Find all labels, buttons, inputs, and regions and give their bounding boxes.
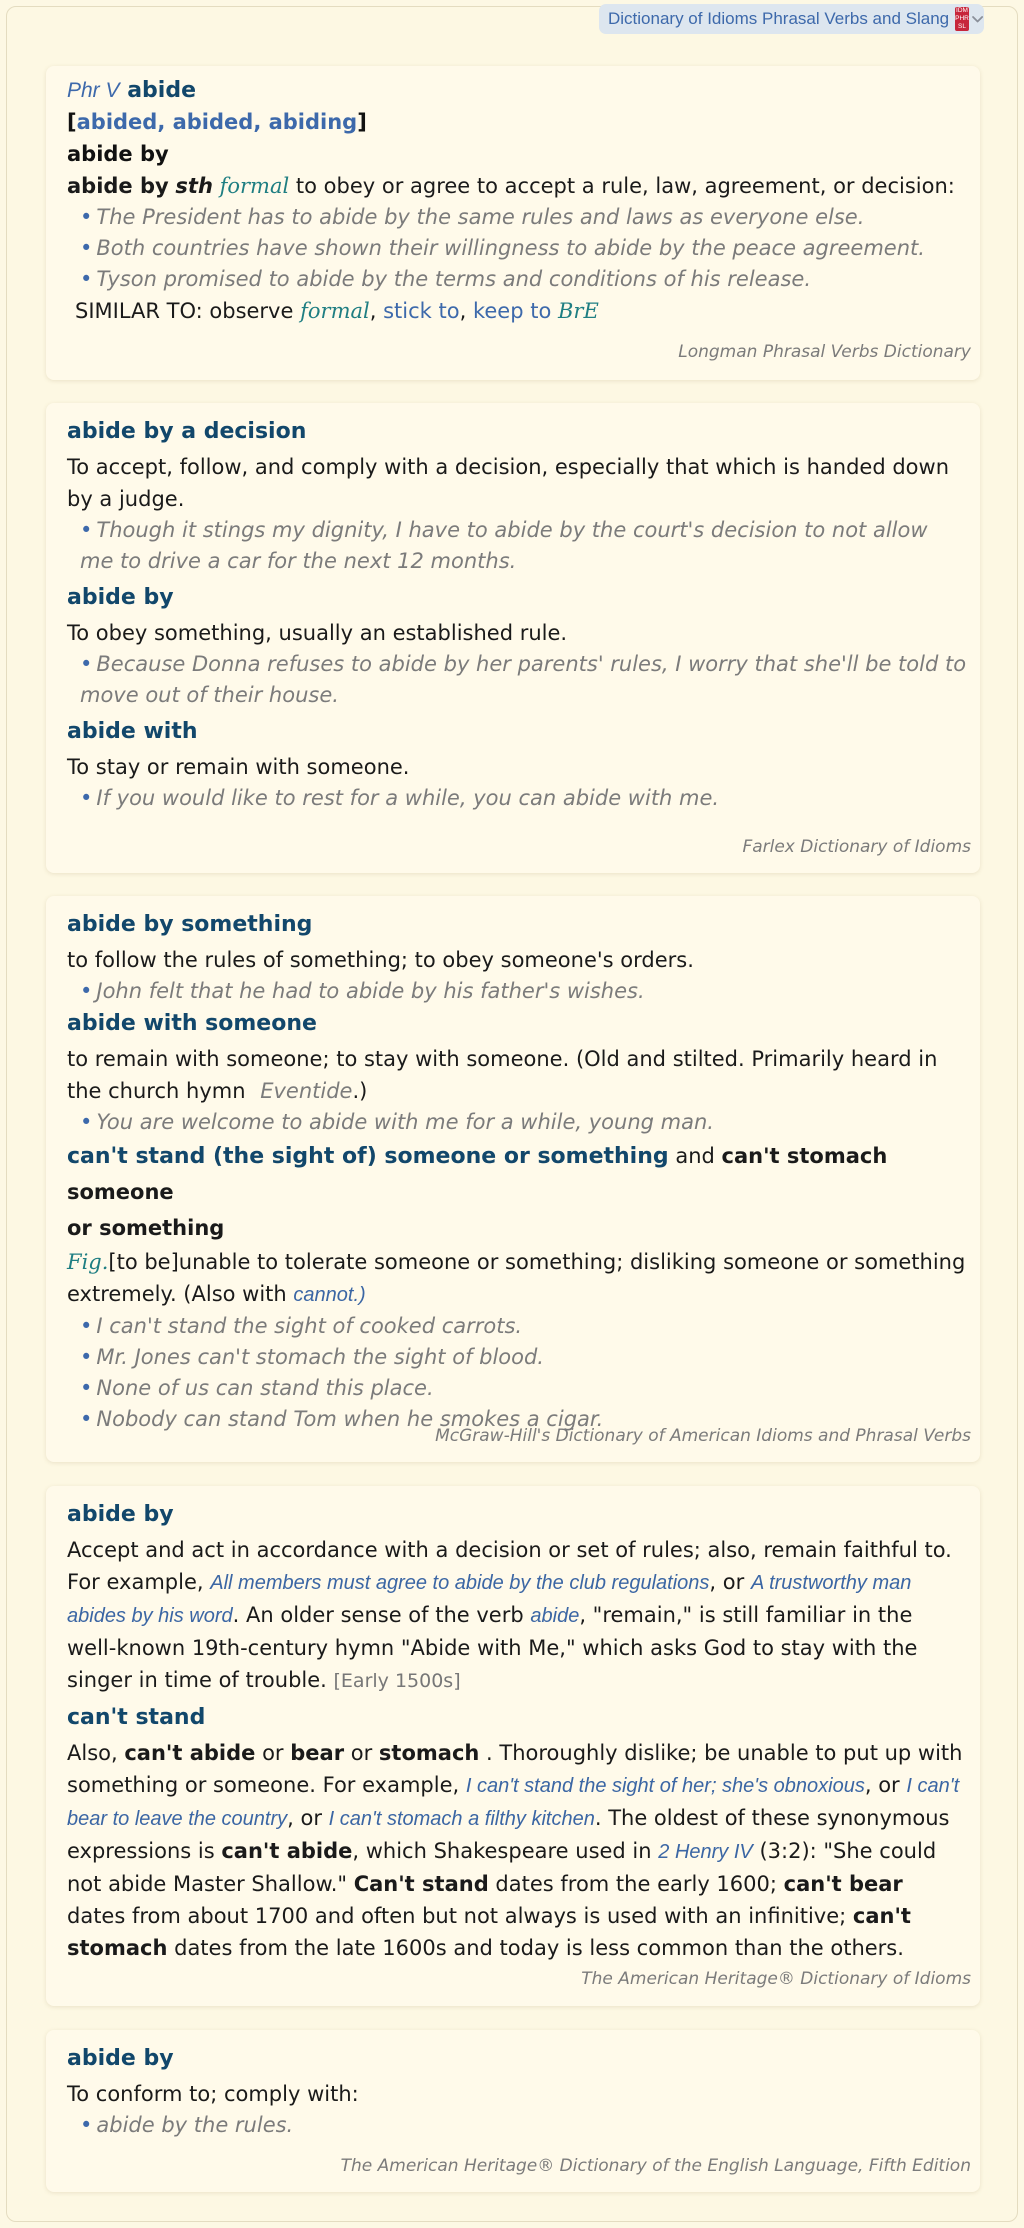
headword-group: can't stand (the sight of) someone or something and can't stomach someone or something (67, 1144, 888, 1240)
example: • Though it stings my dignity, I have to abide by the court's decision to not allow me to drive a car for the next 12 months. (80, 518, 928, 573)
source-label: Farlex Dictionary of Idioms (742, 837, 971, 857)
example: • John felt that he had to abide by his father's wishes. (80, 979, 645, 1003)
definition: To obey something, usually an established rule. (67, 621, 568, 645)
dictionary-icon: IDM PHR SL (955, 7, 969, 30)
example-link[interactable]: I can't stomach a filthy kitchen (328, 1808, 595, 1830)
definition: to follow the rules of something; to obey someone's orders. (67, 948, 694, 972)
example: • abide by the rules. (80, 2113, 294, 2137)
example: • Tyson promised to abide by the terms and conditions of his release. (80, 267, 811, 291)
variant: or something (67, 1216, 225, 1240)
variant: can't stomach someone (67, 1144, 888, 1204)
headword: can't stand (67, 1705, 206, 1730)
dictionary-selector-label: Dictionary of Idioms Phrasal Verbs and Slang (608, 9, 950, 28)
source-label: The American Heritage® Dictionary of Idioms (581, 1969, 971, 1989)
entry-card-ahd-english (46, 2030, 980, 2192)
headword: abide by something (67, 912, 313, 937)
dictionary-selector[interactable] (599, 4, 984, 34)
verb-forms-link[interactable]: abided, abided, abiding (76, 110, 358, 134)
definition: to remain with someone; to stay with someone. (Old and stilted. Primarily heard in the church hymn Eventide.) (67, 1047, 938, 1103)
cannot-reference: cannot.) (293, 1284, 366, 1306)
headword: abide by (67, 585, 174, 610)
source-label: Longman Phrasal Verbs Dictionary (678, 342, 971, 362)
headword: abide (127, 78, 197, 103)
example: • The President has to abide by the same rules and laws as everyone else. (80, 205, 865, 229)
similar-link-stick-to[interactable]: stick to (383, 299, 460, 323)
sense-definition: abide by sth formal to obey or agree to accept a rule, law, agreement, or decision: (67, 174, 955, 198)
entry-card-farlex (46, 403, 980, 873)
example-link[interactable]: All members must agree to abide by the club regulations (210, 1572, 710, 1594)
example: • Because Donna refuses to abide by her parents' rules, I worry that she'll be told to move out of their house. (80, 652, 967, 707)
chevron-down-icon[interactable] (971, 6, 984, 32)
source-label: The American Heritage® Dictionary of the English Language, Fifth Edition (340, 2156, 971, 2176)
example: • None of us can stand this place. (80, 1376, 434, 1400)
definition: To accept, follow, and comply with a decision, especially that which is handed down by a judge. (67, 455, 950, 511)
similar-to: SIMILAR TO: observe formal, stick to, keep to BrE (75, 299, 599, 323)
headword: can't stand (the sight of) someone or something (67, 1144, 669, 1169)
definition: To stay or remain with someone. (67, 755, 410, 779)
definition: Also, can't abide or bear or stomach . Thoroughly dislike; be unable to put up with something or someone. For example, I can't stand the sight of her; she's obnoxious, or I can't bear to leave the country, or I can't stomach a filthy kitchen. The oldest of these synonymous expressions is can't abide, which Shakespeare used in 2 Henry IV (3:2): "She could not abide Master Shallow." Can't stand dates from the early 1600; can't bear dates from about 1700 and often but not always is used with an infinitive; can't stomach dates from the late 1600s and today is less common than the others. (67, 1741, 963, 1960)
headword: abide by (67, 2046, 174, 2071)
definition: Accept and act in accordance with a decision or set of rules; also, remain faithful to. For example, All members must agree to abide by the club regulations, or A trustworthy man abides by his word. An older sense of the verb abide, "remain," is still familiar in the well-known 19th-century hymn "Abide with Me," which asks God to stay with the singer in time of trouble. [Early 1500s] (67, 1538, 952, 1692)
part-of-speech: Phr V (67, 79, 120, 102)
headword: abide by (67, 1502, 174, 1527)
example: • Mr. Jones can't stomach the sight of blood. (80, 1345, 544, 1369)
example-link[interactable]: I can't stand the sight of her; she's obnoxious (465, 1775, 865, 1797)
source-label: McGraw-Hill's Dictionary of American Idioms and Phrasal Verbs (435, 1426, 971, 1446)
register-label: formal (219, 174, 290, 198)
subhead: abide by (67, 142, 169, 166)
example: • If you would like to rest for a while, you can abide with me. (80, 786, 720, 810)
example: • You are welcome to abide with me for a while, young man. (80, 1110, 714, 1134)
word-link-abide[interactable]: abide (530, 1605, 580, 1627)
headword: abide with someone (67, 1011, 317, 1036)
headword: abide with (67, 719, 198, 744)
entry-card-ahd-idioms (46, 1486, 980, 2006)
example: • I can't stand the sight of cooked carrots. (80, 1314, 523, 1338)
entry-card-mcgraw-hill (46, 896, 980, 1462)
etymology-date: [Early 1500s] (333, 1670, 461, 1692)
hymn-reference: Eventide (260, 1079, 353, 1103)
example: • Nobody can stand Tom when he smokes a cigar. (80, 1407, 604, 1431)
definition: Fig.[to be]unable to tolerate someone or something; disliking someone or something extremely. (Also with cannot.) (67, 1250, 966, 1306)
entry-card-longman (46, 66, 980, 380)
similar-link-keep-to[interactable]: keep to (472, 299, 552, 323)
headword: abide by a decision (67, 419, 307, 444)
example: • Both countries have shown their willingness to abide by the peace agreement. (80, 236, 925, 260)
verb-forms: [abided, abided, abiding] (67, 110, 367, 134)
work-link-henry-iv[interactable]: 2 Henry IV (658, 1841, 753, 1863)
entry-heading (67, 76, 967, 106)
example-link[interactable]: I can't bear to leave the country (67, 1775, 960, 1830)
example-link[interactable]: A trustworthy man abides by his word (67, 1572, 912, 1627)
definition: To conform to; comply with: (67, 2082, 359, 2106)
figurative-label: Fig. (67, 1250, 109, 1274)
